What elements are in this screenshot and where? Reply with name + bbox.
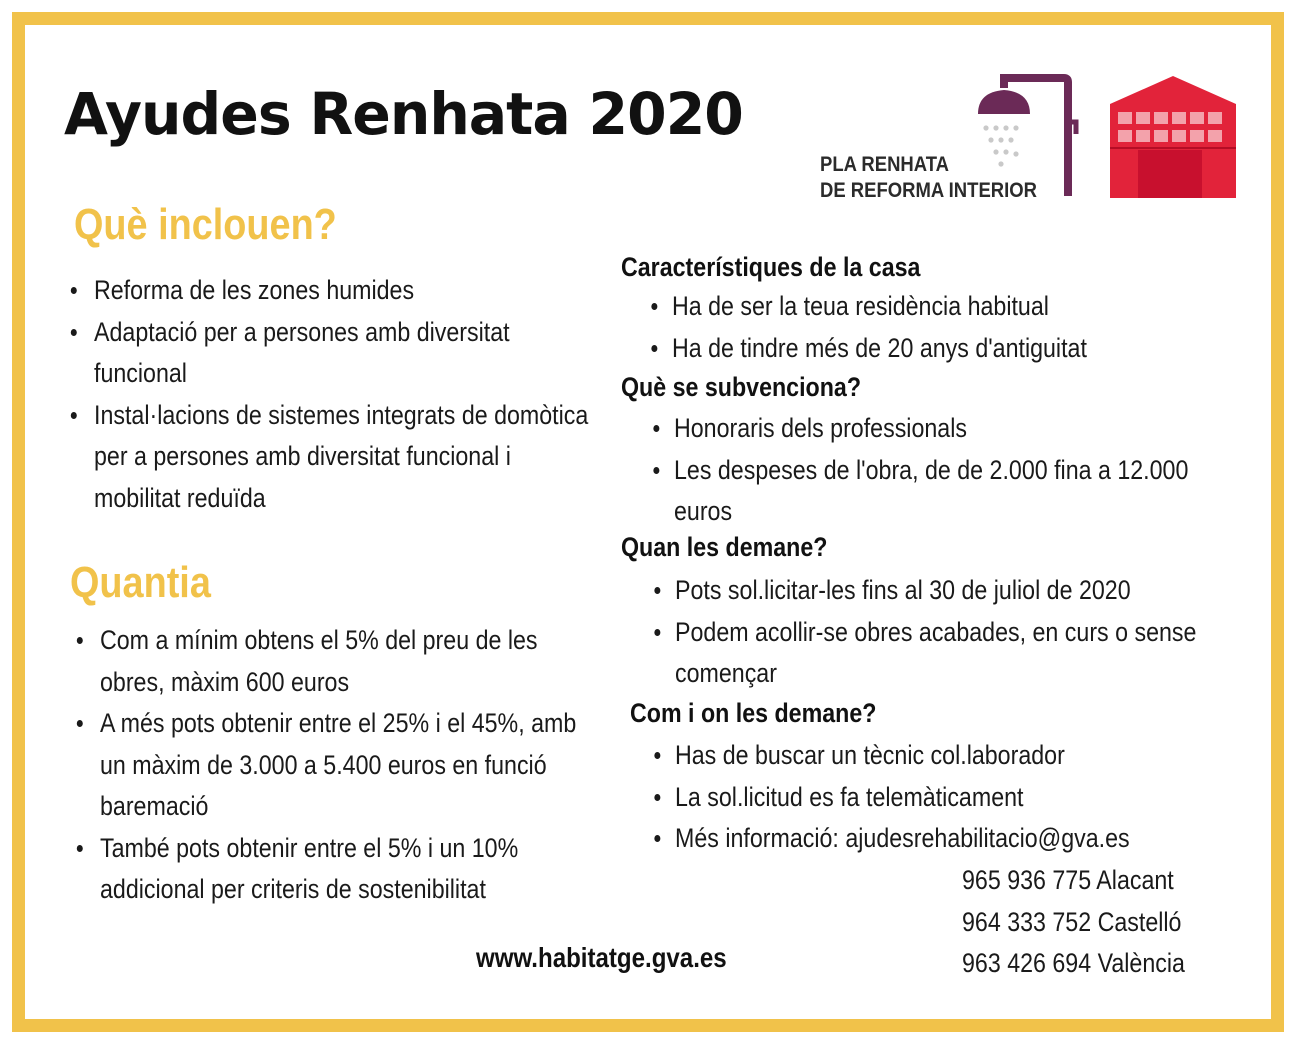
list-item: També pots obtenir entre el 5% i un 10% addicional per criteris de sostenibilitat [100,828,601,911]
list-item: Instal·lacions de sistemes integrats de domòtica per a persones amb diversitat funcional i mobilitat reduïda [94,395,601,520]
house-list [672,286,1222,369]
list-item: Honoraris dels professionals [674,408,1199,450]
website-link[interactable]: www.habitatge.gva.es [476,942,727,973]
house-icon [1108,74,1238,202]
list-item: Adaptació per a persones amb diversitat funcional [94,312,601,395]
page-title: Ayudes Renhata 2020 [64,80,743,148]
how-list [675,735,1277,860]
phone-castello: 964 333 752 Castelló [962,906,1182,937]
bullet-icon [654,587,660,594]
bullet-icon [651,303,657,310]
how-heading: Com i on les demane? [630,698,877,728]
amount-heading: Quantia [70,558,211,607]
house-heading: Característiques de la casa [621,252,921,282]
logo-text-line1: PLA RENHATA [820,153,950,176]
list-item: La sol.licitud es fa telemàticament [675,777,1277,819]
bullet-icon [77,720,83,727]
subsidy-heading: Què se subvenciona? [621,372,862,402]
bullet-icon [651,345,657,352]
bullet-icon [653,467,659,474]
includes-list [94,270,601,519]
subsidy-list [674,408,1199,533]
phone-alacant: 965 936 775 Alacant [962,865,1174,895]
renhata-logo [818,74,1238,204]
list-item: Pots sol.licitar-les fins al 30 de juliol de 2020 [675,570,1225,612]
list-item: Has de buscar un tècnic col.laborador [675,735,1277,777]
phone-list [962,860,1221,985]
bullet-icon [654,629,660,636]
when-list [675,570,1225,695]
logo-text-line2: DE REFORMA INTERIOR [820,179,1037,202]
phone-valencia: 963 426 694 València [962,948,1185,978]
list-item: Reforma de les zones humides [94,270,601,312]
list-item: Com a mínim obtens el 5% del preu de les obres, màxim 600 euros [100,620,601,703]
when-heading: Quan les demane? [621,532,828,562]
bullet-icon [71,329,77,336]
bullet-icon [71,287,77,294]
amount-list [100,620,601,911]
bullet-icon [71,412,77,419]
bullet-icon [654,835,660,842]
list-item: Ha de tindre més de 20 anys d'antiguitat [672,328,1222,370]
bullet-icon [77,637,83,644]
list-item: Les despeses de l'obra, de de 2.000 fina a 12.000 euros [674,450,1199,533]
bullet-icon [653,425,659,432]
bullet-icon [77,845,83,852]
bullet-icon [654,752,660,759]
includes-heading: Què inclouen? [74,200,337,249]
list-item: Ha de ser la teua residència habitual [672,286,1222,328]
bullet-icon [654,794,660,801]
list-item: Podem acollir-se obres acabades, en curs o sense començar [675,612,1225,695]
list-item: Més informació: ajudesrehabilitacio@gva.es [675,818,1277,860]
list-item: A més pots obtenir entre el 25% i el 45%, amb un màxim de 3.000 a 5.400 euros en funció baremació [100,703,601,828]
